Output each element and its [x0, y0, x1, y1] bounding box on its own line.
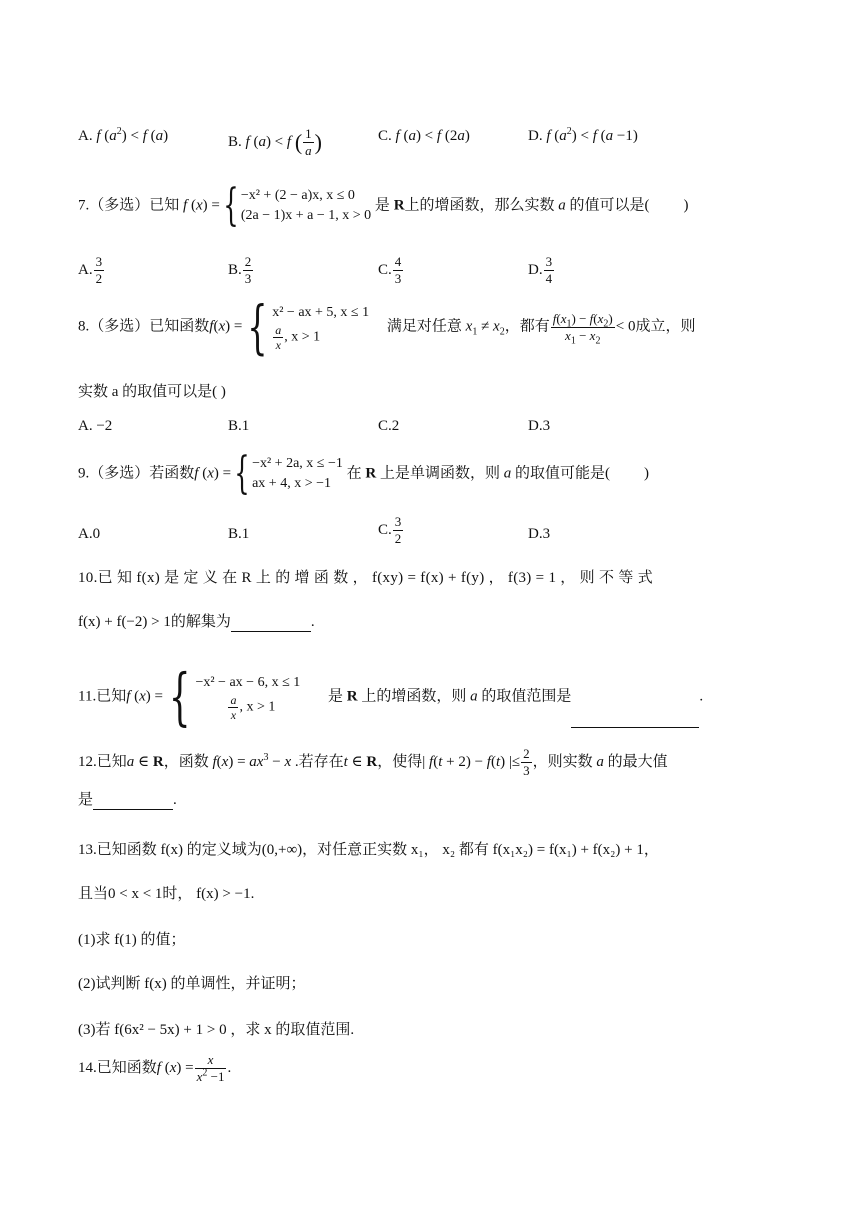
- q8-option-c: C.2: [378, 418, 400, 434]
- q13-line1: 13.已知函数 f(x) 的定义域为(0,+∞)，对任意正实数 x₁， x₂ 都有 f(x₁x₂) = f(x₁) + f(x₂) + 1，: [78, 842, 659, 858]
- q7-case1: −x² + (2 − a)x, x ≤ 0: [240, 188, 355, 203]
- q10-line1: 10.已 知 f(x) 是 定 义 在 R 上 的 增 函 数 ， f(xy) = f(x) + f(y) ， f(3) = 1 ， 则 不 等 式: [78, 570, 654, 586]
- q9-option-b: B.1: [228, 526, 250, 542]
- q7-set-r: R: [393, 197, 405, 214]
- q7-option-d: D. $\frac{3}{4}$: [528, 254, 553, 286]
- q7-option-c: C. $\frac{4}{3}$: [378, 254, 402, 286]
- q7-stem: 上的增函数，那么实数: [404, 197, 555, 214]
- q12-line2: 是 .: [78, 792, 177, 808]
- q7-tag: （多选）已知: [89, 197, 180, 214]
- q7-cases: [241, 186, 371, 226]
- q9-cases: [252, 454, 343, 494]
- q8-option-d: D.3: [528, 418, 551, 434]
- q9-tag: （多选）若函数: [89, 465, 195, 482]
- q9-option-d: D.3: [528, 526, 551, 542]
- q13-line2: 且当0 < x < 1时， f(x) > −1.: [78, 886, 255, 902]
- q13-sub2: (2)试判断 f(x) 的单调性，并证明；: [78, 976, 306, 992]
- q7-number: 7.: [78, 197, 90, 214]
- q8-cases: x² − ax + 5, x ≤ 1 $\frac{a}{x}$ , x > 1: [272, 304, 370, 352]
- q8-tag: （多选）已知函数: [89, 318, 210, 335]
- q7-option-b: B. $\frac{2}{3}$: [228, 254, 252, 286]
- q11-cases: −x² − ax − 6, x ≤ 1 $\frac{a}{x}$ , x > 1: [195, 674, 301, 722]
- q13-sub1: (1)求 f(1) 的值；: [78, 932, 186, 948]
- q6-option-d: D. f $(a^2) < f$ (a −1): [528, 126, 638, 144]
- brace-icon: {: [168, 660, 191, 733]
- brace-icon: {: [247, 293, 268, 361]
- question-14: 14.已知函数f (x) = $\frac{x}{x^2 -1}$ .: [78, 1052, 232, 1084]
- q6-option-b: B. f (a) < f ( $\frac{1}{a}$ ): [228, 126, 322, 158]
- q6-option-c: C. f (a) < f (2a): [378, 128, 470, 144]
- brace-icon: {: [223, 180, 239, 231]
- q8-line2: 实数 a 的取值可以是( ): [78, 384, 226, 400]
- q8-case1: x² − ax + 5, x ≤ 1: [272, 304, 370, 320]
- question-7: 7.（多选）已知 f (x) ={ −x² + (2 − a)x, x ≤ 0 (2a − 1)x + a − 1, x > 0 是 R上的增函数，那么实数 a 的值可以是( ): [78, 180, 689, 231]
- q7-option-a: A. $\frac{3}{2}$: [78, 254, 103, 286]
- brace-icon: {: [234, 448, 250, 499]
- q10-line2: f(x) + f(−2) > 1的解集为 .: [78, 614, 315, 630]
- q9-option-c: C. $\frac{3}{2}$: [378, 514, 402, 546]
- q7-var-a: a: [558, 197, 566, 214]
- q9-case2: ax + 4, x > −1: [252, 476, 331, 491]
- q9-case1: −x² + 2a, x ≤ −1: [252, 456, 343, 471]
- q7-case2: (2a − 1)x + a − 1, x > 0: [240, 208, 372, 223]
- q6-option-a: A. f $(a^2) < f$ (a): [78, 126, 169, 144]
- q13-sub3: (3)若 f(6x² − 5x) + 1 > 0 ，求 x 的取值范围.: [78, 1022, 355, 1038]
- q8-option-b: B.1: [228, 418, 250, 434]
- question-9: 9.（多选）若函数f (x) ={ −x² + 2a, x ≤ −1 ax + 4, x > −1 在 R 上是单调函数，则 a 的取值可能是( ): [78, 448, 649, 499]
- q11-case1: −x² − ax − 6, x ≤ 1: [195, 674, 301, 690]
- q7-stem-end: 的值可以是(: [569, 197, 650, 214]
- question-11: 11.已知f (x) ={ −x² − ax − 6, x ≤ 1 $\frac{a}{x}$ , x > 1 是 R 上的增函数，则 a 的取值范围是 .: [78, 660, 704, 733]
- question-8: 8.（多选）已知函数f(x) ={ x² − ax + 5, x ≤ 1 $\frac{a}{x}$ , x > 1 满足对任意 $x_1 \ne x_2$，都有 $\frac{f(x_1) - f(x_2)}{x_1 - x_2}$ < 0成立，则: [78, 293, 696, 361]
- q9-option-a: A.0: [78, 526, 101, 542]
- q8-option-a: A. −2: [78, 418, 113, 434]
- question-12: 12.已知a ∈ R，函数 $f(x) = ax^3 - x$ .若存在t ∈ R，使得| f(t + 2) − f(t) |≤ $\frac{2}{3}$ ，则实数 a 的最大值: [78, 746, 668, 778]
